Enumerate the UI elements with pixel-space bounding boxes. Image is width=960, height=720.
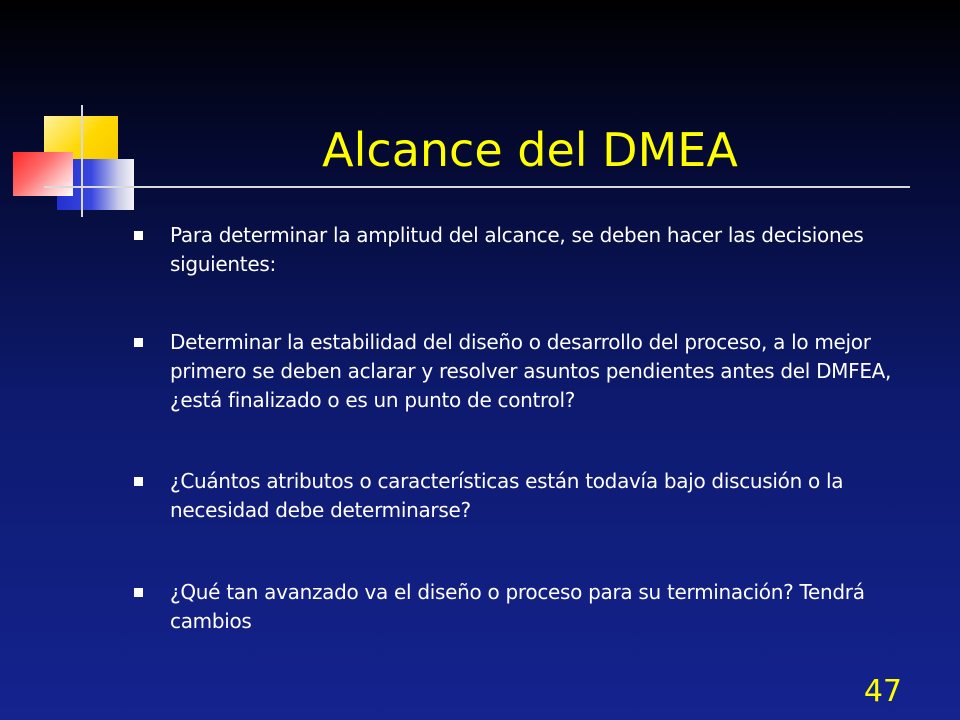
bullet-square-icon (134, 338, 143, 347)
bullet-square-icon (134, 477, 143, 486)
bullet-text: ¿Cuántos atributos o características están todavía bajo discusión o la necesidad debe determinarse? (170, 469, 844, 522)
page-number: 47 (863, 674, 902, 709)
bullet-text: Para determinar la amplitud del alcance, se deben hacer las decisiones siguientes: (170, 223, 864, 276)
bullet-item (170, 467, 910, 525)
title-underline (44, 186, 910, 188)
bullet-item (170, 578, 910, 636)
slide-title: Alcance del DMEA (322, 123, 738, 177)
bullet-item (170, 328, 910, 415)
bullet-item (170, 221, 910, 279)
decorative-red-square (13, 152, 73, 196)
bullet-text: ¿Qué tan avanzado va el diseño o proceso para su terminación? Tendrá cambios (170, 580, 865, 633)
bullet-square-icon (134, 588, 143, 597)
bullet-square-icon (134, 231, 143, 240)
bullet-text: Determinar la estabilidad del diseño o desarrollo del proceso, a lo mejor primero se deben aclarar y resolver asuntos pendientes antes del DMFEA, ¿está finalizado o es un punto de control? (170, 330, 892, 412)
decorative-vertical-line (81, 105, 83, 217)
